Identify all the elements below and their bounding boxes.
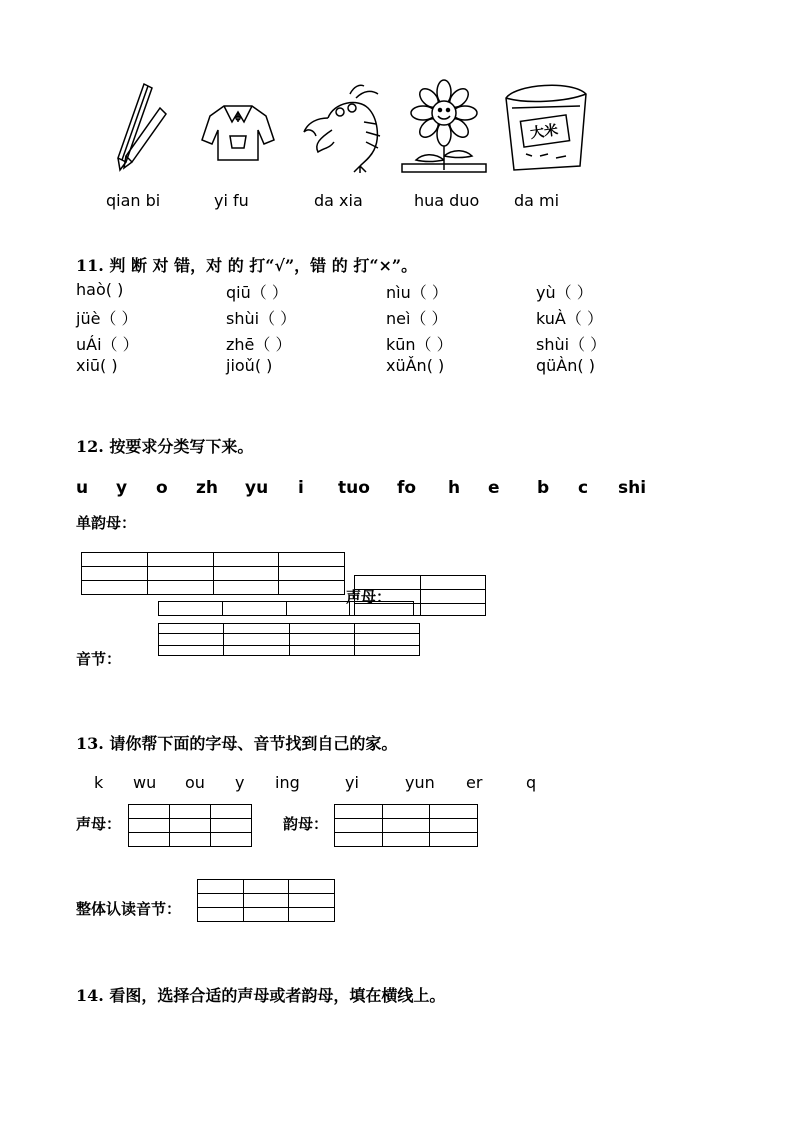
q11-item[interactable]: kūn（ ）	[386, 335, 453, 354]
q11-item[interactable]: xüǍn( )	[386, 356, 445, 375]
q13-shengmu-grid[interactable]	[128, 804, 252, 847]
q13-label-yunmu: 韵母：	[283, 815, 329, 833]
q13-title: 13. 请你帮下面的字母、音节找到自己的家。	[76, 734, 398, 753]
q11-item[interactable]: kuÀ（ ）	[536, 309, 603, 328]
q13-letter: er	[466, 773, 483, 792]
q12-letter: fo	[397, 478, 417, 498]
shirt-icon	[196, 78, 280, 174]
q12-letter: o	[156, 478, 168, 498]
q11-title: 11. 判 断 对 错，对 的 打“√”，错 的 打“×”。	[76, 256, 418, 275]
q13-letter: wu	[133, 773, 157, 792]
q13-label-shengmu: 声母：	[76, 815, 122, 833]
picture-label-flower: hua duo	[414, 191, 480, 210]
q11-item[interactable]: haò( )	[76, 280, 124, 299]
q11-item[interactable]: shùi（ ）	[536, 335, 607, 354]
q13-zhengti-grid[interactable]	[197, 879, 335, 922]
q11-item[interactable]: jioǔ( )	[226, 356, 273, 375]
yunmu-answer-grid[interactable]	[81, 552, 345, 595]
q11-item[interactable]: xiū( )	[76, 356, 118, 375]
q12-label-yunmu: 单韵母：	[76, 514, 137, 532]
q12-letter: i	[298, 478, 304, 498]
q12-letter: shi	[618, 478, 647, 498]
q13-letter: y	[235, 773, 245, 792]
q12-letter: tuo	[338, 478, 370, 498]
q11-item[interactable]: nìu（ ）	[386, 283, 448, 302]
yinjie-answer-grid-top[interactable]	[158, 601, 414, 616]
q12-letter: zh	[196, 478, 218, 498]
shrimp-icon	[294, 78, 398, 174]
picture-label-shirt: yi fu	[214, 191, 249, 210]
q13-letter: k	[94, 773, 104, 792]
q12-label-yinjie: 音节：	[76, 650, 122, 668]
rice-bag-icon	[496, 78, 598, 174]
q13-letter: yun	[405, 773, 435, 792]
picture-label-pencils: qian bi	[106, 191, 161, 210]
picture-label-rice: da mi	[514, 191, 560, 210]
q12-title: 12. 按要求分类写下来。	[76, 437, 254, 456]
q13-letter: q	[526, 773, 537, 792]
q11-item[interactable]: neì（ ）	[386, 309, 448, 328]
q11-item[interactable]: qüÀn( )	[536, 356, 595, 375]
q12-letter: b	[537, 478, 550, 498]
yinjie-answer-grid[interactable]	[158, 623, 420, 656]
picture-label-shrimp: da xia	[314, 191, 363, 210]
q11-item[interactable]: uÁi（ ）	[76, 335, 139, 354]
q11-item[interactable]: zhē（ ）	[226, 335, 292, 354]
q12-letter: c	[578, 478, 589, 498]
q12-letter: h	[448, 478, 461, 498]
q12-letter: e	[488, 478, 500, 498]
q12-letter: yu	[245, 478, 269, 498]
q13-letter: ing	[275, 773, 300, 792]
q11-item[interactable]: qiū（ ）	[226, 283, 288, 302]
q12-letter: u	[76, 478, 89, 498]
q13-yunmu-grid[interactable]	[334, 804, 478, 847]
rice-bag-label: 大米	[529, 122, 560, 142]
q12-letter: y	[116, 478, 128, 498]
q12-label-shengmu: 声母：	[346, 588, 392, 606]
q13-letter: ou	[185, 773, 205, 792]
q11-item[interactable]: shùi（ ）	[226, 309, 297, 328]
q11-item[interactable]: jüè（ ）	[76, 309, 138, 328]
q13-label-zhengti: 整体认读音节：	[76, 900, 182, 918]
q11-item[interactable]: yù（ ）	[536, 283, 593, 302]
q13-letter: yi	[345, 773, 359, 792]
q14-title: 14. 看图，选择合适的声母或者韵母，填在横线上。	[76, 986, 446, 1005]
flower-icon	[398, 78, 490, 174]
pencils-icon	[104, 78, 174, 174]
